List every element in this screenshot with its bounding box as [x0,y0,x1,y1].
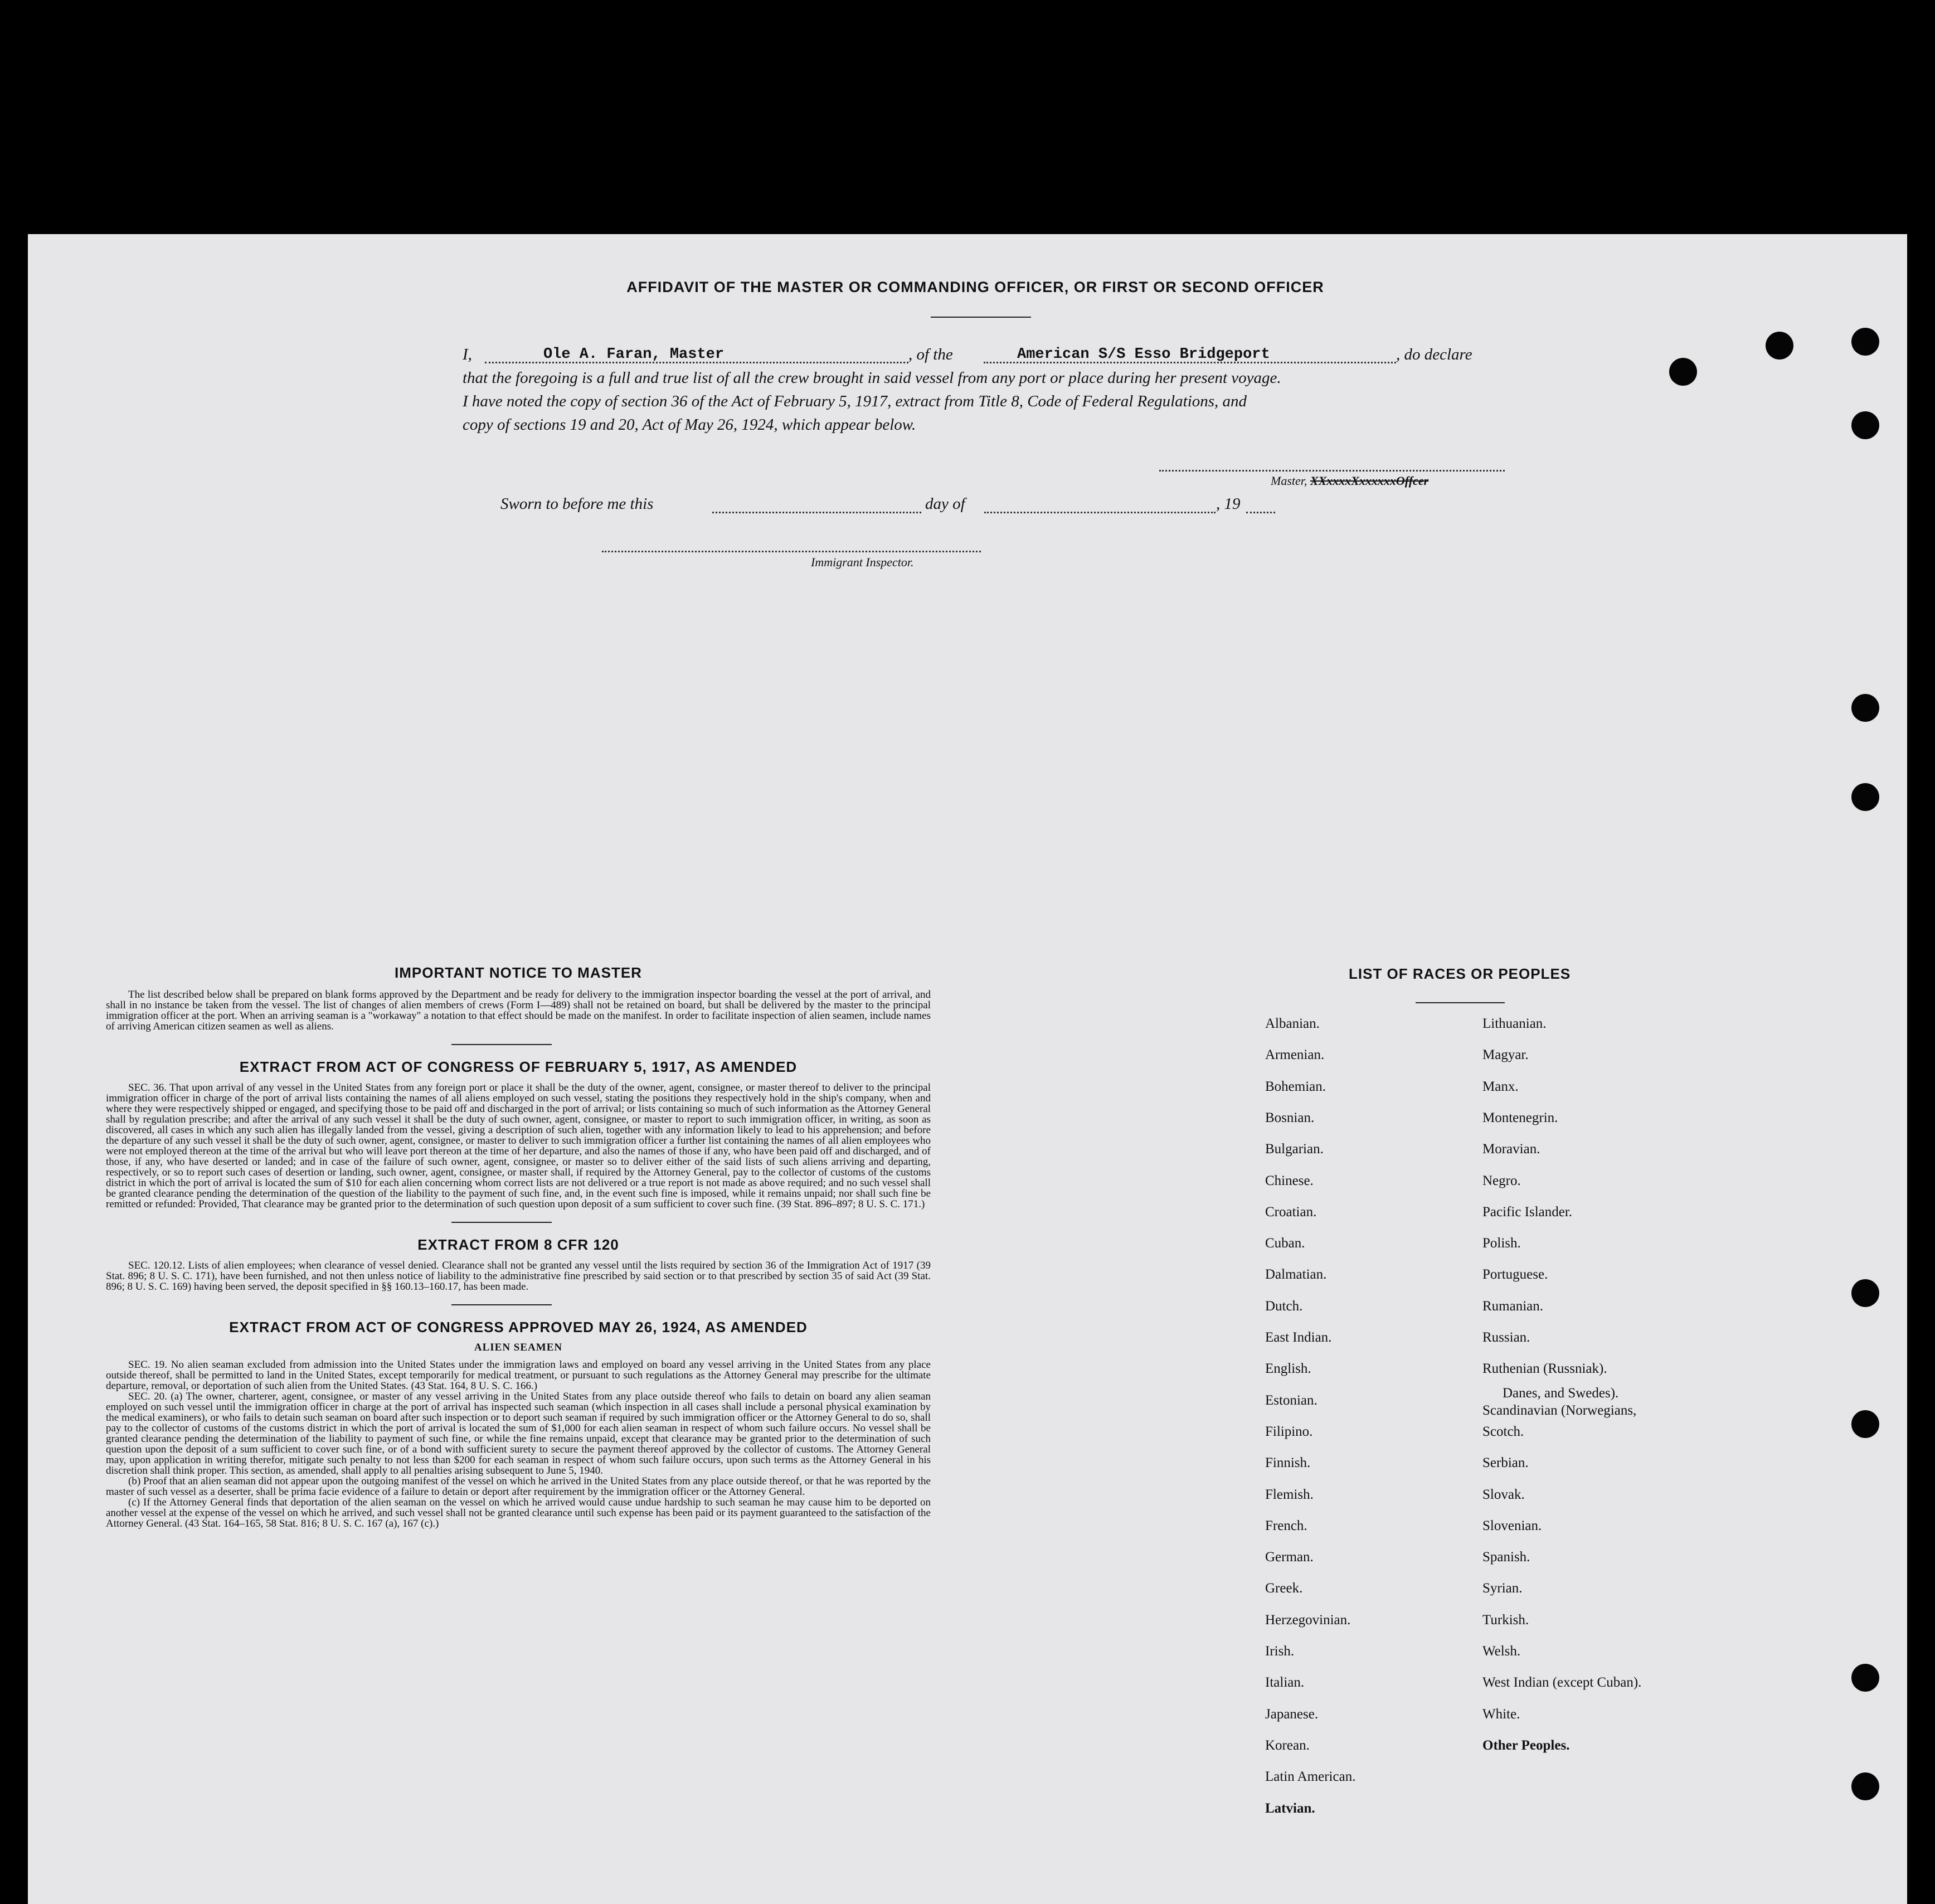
punch-hole [1851,328,1879,356]
extract-1924-title: EXTRACT FROM ACT OF CONGRESS APPROVED MAY 26, 1924, AS AMENDED [229,1319,808,1335]
punch-hole [1851,1279,1879,1307]
race-item: Slovenian. [1482,1518,1542,1533]
races-right-column [1482,1016,1817,1886]
declaration-line-4: copy of sections 19 and 20, Act of May 26, 1924, which appear below. [463,416,916,434]
of-the-label: , of the [908,346,953,363]
race-item: Magyar. [1482,1047,1529,1063]
race-item: Chinese. [1265,1173,1314,1188]
race-item: Lithuanian. [1482,1016,1547,1031]
sworn-label: Sworn to before me this [500,495,654,513]
race-item: Scandinavian (Norwegians, [1482,1402,1637,1418]
race-item: Bulgarian. [1265,1142,1324,1157]
sec-20b-body: (b) Proof that an alien seaman did not appear upon the outgoing manifest of the vessel on which he arrived in the United States from any place outside thereof, or that he was reported by the master of such vessel as a deserter, shall be prima facie evidence of a failure to detain or deport after requirement by the immigration officer or the Attorney General. [106,1475,931,1498]
race-item: Other Peoples. [1482,1737,1570,1753]
race-item: English. [1265,1361,1311,1377]
race-item: Syrian. [1482,1581,1523,1596]
notice-divider [451,1044,552,1045]
race-item: White. [1482,1706,1520,1722]
sworn-line [500,495,1281,517]
year-label: , 19 [1216,495,1241,513]
race-item: Scotch. [1482,1424,1524,1439]
affidavit-declaration [463,343,1549,436]
extract-cfr-title: EXTRACT FROM 8 CFR 120 [417,1236,619,1253]
extract-cfr-divider [451,1304,552,1305]
race-item: Korean. [1265,1737,1310,1753]
alien-seamen-subtitle: ALIEN SEAMEN [474,1342,563,1353]
races-divider [1416,1002,1505,1003]
race-item: West Indian (except Cuban). [1482,1675,1642,1691]
extract-cfr-body: SEC. 120.12. Lists of alien employees; when clearance of vessel denied. Clearance shall not be granted any vessel until the lists required by section 36 of the Immigration Act of 1917 (39 Stat. 896; 8 U. S. C. 171), have been furnished, and not then unless notice of liability to the administrative fine prescribed by said section or to that prescribed by section 35 of said Act (39 Stat. 896; 8 U. S. C. 169) having been served, the deposit specified in §§ 160.13–160.17, has been made. [106,1260,931,1293]
race-item: Albanian. [1265,1016,1320,1031]
race-item: Finnish. [1265,1455,1311,1471]
punch-hole [1851,694,1879,722]
declaration-line-2: that the foregoing is a full and true list of all the crew brought in said vessel from any port or place during her present voyage. [463,369,1281,387]
race-item: Russian. [1482,1330,1530,1345]
sworn-month-blank [984,512,1216,513]
notice-body: The list described below shall be prepared on blank forms approved by the Department and be ready for delivery to the immigration inspector boarding the vessel at the port of arrival, and shall in no instance be taken from the vessel. The list of changes of alien members of crews (Form I—489) shall not be retained on board, but shall be delivered by the master to the principal immigration officer at the port. When an arriving seaman is a "workaway" a notation to that effect should be made on the manifest. In order to facilitate inspection of alien seamen, include names of arriving American citizen seamen as well as aliens. [106,989,931,1032]
race-item: Italian. [1265,1675,1305,1691]
race-item: Croatian. [1265,1204,1317,1220]
punch-hole [1851,783,1879,811]
race-item: Estonian. [1265,1392,1317,1408]
race-item: Welsh. [1482,1644,1521,1659]
master-signature-label: Master, XXxxxxXxxxxxxOffcer [1271,474,1429,488]
race-item: Ruthenian (Russniak). [1482,1361,1607,1377]
races-left-column [1265,1016,1477,1886]
race-item: Danes, and Swedes). [1503,1386,1619,1401]
affidavit-title: AFFIDAVIT OF THE MASTER OR COMMANDING OFFICER, OR FIRST OR SECOND OFFICER [626,279,1324,295]
race-item: Japanese. [1265,1706,1319,1722]
race-item: East Indian. [1265,1330,1332,1345]
race-item: Serbian. [1482,1455,1529,1471]
sec-20a-body: SEC. 20. (a) The owner, charterer, agent, consignee, or master of any vessel arriving in the United States from any place outside thereof who fails to detain on board any alien seaman employed on such vessel until the immigration officer in charge at the port of arrival has inspected such seaman (which inspection in all cases shall include a personal physical examination by the medical examiners), or who fails to detain such seaman on board after such inspection or to deport such seaman if required by such immigration officer or the Attorney General to do so, shall pay to the collector of customs of the customs district in which the port of arrival is located the sum of $1,000 for each alien seaman in respect of whom such failure occurs. No vessel shall be granted clearance pending the determination of the liability to payment of such fine, or while the fine remains unpaid, except that clearance may be granted prior to the determination of such question upon the deposit of a sum sufficient to cover such fine, or of a bond with sufficient surety to secure the payment thereof approved by the collector of customs. The Attorney General may, upon application in writing therefor, mitigate such penalty to not less than $200 for each seaman in respect of whom such failure occurs, upon such terms as the Attorney General in his discretion shall think proper. This section, as amended, shall apply to all penalties arising subsequent to June 5, 1940. [106,1391,931,1476]
inspector-label: Immigrant Inspector. [811,555,914,569]
sec-20c-body: (c) If the Attorney General finds that deportation of the alien seaman on the vessel on which he arrived would cause undue hardship to such seaman he may cause him to be deported on another vessel at the expense of the vessel on which he arrived, and such vessel shall not be granted clearance until such expense has been paid or its payment guaranteed to the satisfaction of the Attorney General. (43 Stat. 164–165, 58 Stat. 816; 8 U. S. C. 167 (a), 167 (c).) [106,1497,931,1529]
race-item: Spanish. [1482,1550,1530,1565]
declaration-line-3: I have noted the copy of section 36 of the Act of February 5, 1917, extract from Title 8, Code of Federal Regulations, and [463,392,1247,410]
punch-hole [1851,1664,1879,1692]
race-item: Filipino. [1265,1424,1313,1439]
race-item: Flemish. [1265,1487,1314,1502]
extract-1917-title: EXTRACT FROM ACT OF CONGRESS OF FEBRUARY 5, 1917, AS AMENDED [239,1058,798,1075]
race-item: Armenian. [1265,1047,1325,1063]
race-item: Montenegrin. [1482,1110,1558,1125]
race-item: Latvian. [1265,1800,1315,1816]
races-title: LIST OF RACES OR PEOPLES [1349,965,1571,982]
punch-hole [1851,1410,1879,1438]
punch-hole [1851,1772,1879,1800]
race-item: Pacific Islander. [1482,1204,1573,1220]
vessel-name-typed: American S/S Esso Bridgeport [1017,346,1270,363]
notice-title: IMPORTANT NOTICE TO MASTER [395,964,642,981]
document-page [28,234,1907,1904]
extract-1917-divider [451,1222,552,1223]
race-item: Manx. [1482,1079,1519,1094]
race-item: Rumanian. [1482,1298,1544,1314]
race-item: Cuban. [1265,1236,1305,1251]
declaration-line-1 [463,343,1549,366]
inspector-signature-line [602,551,981,552]
notice-section [106,964,931,1529]
punch-hole [1669,358,1697,386]
race-item: Polish. [1482,1236,1521,1251]
race-item: Turkish. [1482,1612,1529,1628]
race-item: Greek. [1265,1581,1303,1596]
sec-19-body: SEC. 19. No alien seaman excluded from admission into the United States under the immigration laws and employed on board any vessel arriving in the United States from any place outside thereof, shall be permitted to land in the United States, except temporarily for medical treatment, or pursuant to such regulations as the Attorney General may prescribe for the ultimate departure, removal, or deportation of such alien from the United States. (43 Stat. 164, 8 U. S. C. 166.) [106,1359,931,1392]
race-item: Dutch. [1265,1298,1303,1314]
race-item: Latin American. [1265,1769,1356,1785]
race-item: French. [1265,1518,1307,1533]
sworn-year-blank [1246,512,1275,513]
race-item: Portuguese. [1482,1267,1548,1283]
race-item: Negro. [1482,1173,1521,1188]
do-declare-label: , do declare [1396,346,1472,363]
race-item: German. [1265,1550,1314,1565]
title-divider [931,317,1031,318]
race-item: Irish. [1265,1644,1295,1659]
race-item: Dalmatian. [1265,1267,1327,1283]
race-item: Moravian. [1482,1142,1540,1157]
race-item: Herzegovinian. [1265,1612,1351,1628]
punch-hole [1851,411,1879,439]
punch-hole [1766,332,1793,360]
extract-1917-body: SEC. 36. That upon arrival of any vessel in the United States from any foreign port or place it shall be the duty of the owner, agent, consignee, or master thereof to deliver to the principal immigration officer in charge of the port of arrival lists containing the names of all aliens employed on such vessel, stating the positions they respectively hold in the ship's company, when and where they were respectively shipped or engaged, and specifying those to be paid off and discharged in the port of arrival; or lists containing so much of such information as the Attorney General shall by regulation prescribe; and after the arrival of any such vessel it shall be the duty of such owner, agent, consignee, or master to report to such immigration officer, in writing, as soon as discovered, all cases in which any such alien has illegally landed from the vessel, giving a description of such alien, together with any information likely to lead to his apprehension; and before the departure of any such vessel it shall be the duty of such owner, agent, consignee, or master to deliver to such immigration officer a further list containing the names of all alien employees who were not employed thereon at the time of the arrival but who will leave port thereon at the time of her departure, and also the names of those if any, who have been paid off and discharged, and of those, if any, who have deserted or landed; and in case of the failure of such owner, agent, consignee, or master so to deliver either of the said lists of such aliens arriving and departing, respectively, or so to report such cases of desertion or landing, such owner, agent, consignee, or master shall, if required by the Attorney General, pay to the collector of customs of the customs district in which the port of arrival is located the sum of $10 for each alien concerning whom correct lists are not delivered or a true report is not made as above required; and no such vessel shall be granted clearance pending the determination of the question of the liability to the payment of such fine, and, in the event such fine is imposed, while it remains unpaid; nor shall such fine be remitted or refunded: Provided, That clearance may be granted prior to the determination of such question upon deposit of a sum sufficient to cover such fine. (39 Stat. 896–897; 8 U. S. C. 171.) [106,1082,931,1210]
i-label: I, [463,346,472,363]
day-of-label: day of [925,495,965,513]
sworn-day-blank [712,512,921,513]
struck-title: XXxxxxXxxxxxxOffcer [1310,474,1429,488]
master-signature-line [1159,470,1505,472]
race-item: Bosnian. [1265,1110,1315,1125]
race-item: Bohemian. [1265,1079,1326,1094]
race-item: Slovak. [1482,1487,1525,1502]
master-name-typed: Ole A. Faran, Master [543,346,725,363]
